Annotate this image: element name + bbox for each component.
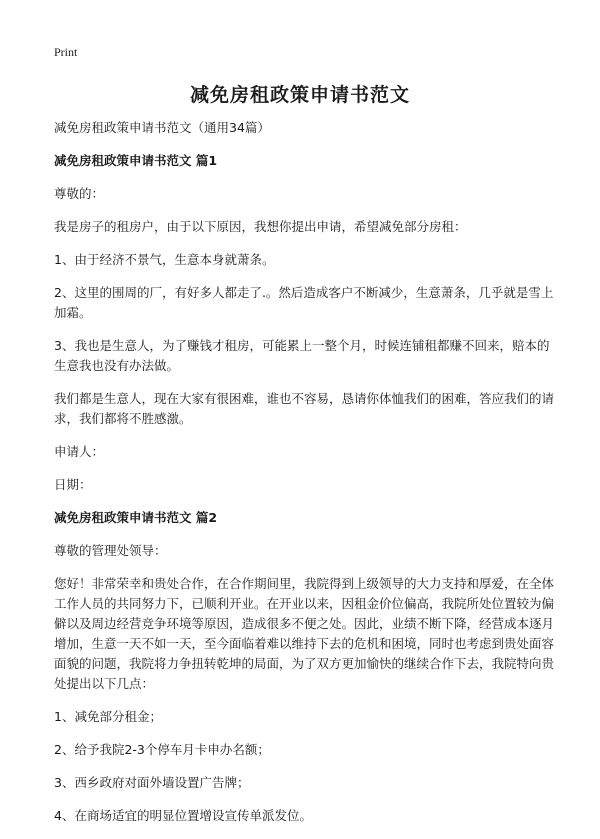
paragraph: 我们都是生意人，现在大家有很困难，谁也不容易，恳请你体恤我们的困难，答应我们的请求，我们都将不胜感激。 xyxy=(54,391,555,426)
list-item: 3、西乡政府对面外墙设置广告牌； xyxy=(54,775,250,790)
section-heading: 减免房租政策申请书范文 篇2 xyxy=(54,510,218,525)
salutation: 尊敬的管理处领导： xyxy=(54,543,167,558)
section-1 xyxy=(54,151,554,495)
document-subtitle: 减免房租政策申请书范文（通用34篇） xyxy=(54,120,270,135)
paragraph: 您好！非常荣幸和贵处合作，在合作期间里，我院得到上级领导的大力支持和厚爱，在全体工作人员的共同努力下，已顺利开业。在开业以来，因租金价位偏高，我院所处位置较为偏僻以及周边经营竞争环境等原因，造成很多不便之处。因此，业绩不断下降，经营成本逐月增加，生意一天不如一天，至今面临着难以维持下去的危机和困境，同时也考虑到贵处面容面貌的问题，我院将力争扭转乾坤的局面，为了双方更加愉快的继续合作下去，我院特向贵处提出以下几点： xyxy=(54,576,555,691)
print-label: Print xyxy=(54,45,78,59)
list-item: 3、我也是生意人，为了赚钱才租房，可能累上一整个月，时候连铺租都赚不回来，赔本的生意我也没有办法做。 xyxy=(54,338,550,373)
section-2 xyxy=(54,508,554,826)
list-item: 2、给予我院2-3个停车月卡申办名额； xyxy=(54,742,270,757)
list-item: 1、减免部分租金； xyxy=(54,709,162,724)
section-heading: 减免房租政策申请书范文 篇1 xyxy=(54,153,218,168)
salutation: 尊敬的： xyxy=(54,186,105,201)
date-line: 日期： xyxy=(54,477,92,492)
applicant-line: 申请人： xyxy=(54,444,105,459)
document-title: 减免房租政策申请书范文 xyxy=(189,84,410,106)
list-item: 4、在商场适宜的明显位置增设宣传单派发位。 xyxy=(54,808,312,823)
document-body xyxy=(54,118,554,839)
paragraph: 我是房子的租房户，由于以下原因，我想你提出申请，希望减免部分房租： xyxy=(54,219,467,234)
list-item: 2、这里的围周的厂，有好多人都走了.。然后造成客户不断减少，生意萧条，几乎就是雪上加霜。 xyxy=(54,285,554,320)
list-item: 1、由于经济不景气，生意本身就萧条。 xyxy=(54,252,275,267)
